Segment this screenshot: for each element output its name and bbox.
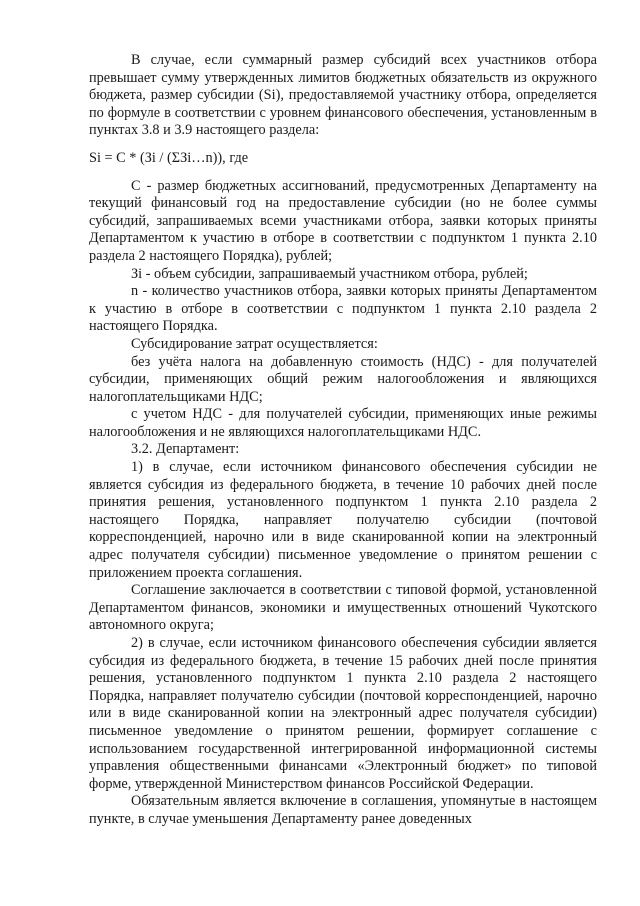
list-item-2: 2) в случае, если источником финансового обеспечения субсидии является субсидия из федерального бюджета, в течение 15 рабочих дней после принятия решения, установленного подпунктом 1 пункта 2.10 раздела 2 настоящего Порядка, направляет получателю субсидии (почтовой корреспонденцией, нарочно или в виде сканированной копии на электронный адрес получателя субсидии) письменное уведомление о принятом решении, формирует соглашение с использованием государственной интегрированной информационной системы управления общественными финансами «Электронный бюджет» по типовой форме, утвержденной Министерством финансов Российской Федерации. bbox=[89, 635, 597, 792]
paragraph-agreement: Соглашение заключается в соответствии с типовой формой, установленной Департаментом финансов, экономики и имущественных отношений Чукотского автономного округа; bbox=[89, 582, 597, 634]
paragraph-subsidy-exceeds-limits: В случае, если суммарный размер субсидий всех участников отбора превышает сумму утвержденных лимитов бюджетных обязательств из окружного бюджета, размер субсидии (Si), предоставляемой участнику отбора, определяется по формуле в соответствии с уровнем финансового обеспечения, установленным в пунктах 3.8 и 3.9 настоящего раздела: bbox=[89, 52, 597, 139]
definition-c: С - размер бюджетных ассигнований, предусмотренных Департаменту на текущий финансовый год на предоставление субсидии (но не более суммы субсидий, запрашиваемых всеми участниками отбора, заявки которых приняты Департаментом к участию в отборе в соответствии с подпунктом 1 пункта 2.10 раздела 2 настоящего Порядка), рублей; bbox=[89, 177, 597, 264]
paragraph-mandatory-inclusion: Обязательным является включение в соглашения, упомянутые в настоящем пункте, в случае уменьшения Департаменту ранее доведенных bbox=[89, 793, 597, 827]
section-heading-3-2: 3.2. Департамент: bbox=[131, 441, 240, 458]
paragraph-without-vat: без учёта налога на добавленную стоимость (НДС) - для получателей субсидии, применяющих общий режим налогообложения и являющихся налогоплательщиками НДС; bbox=[89, 353, 597, 405]
subsidy-formula: Si = C * (Зi / (ΣЗi…n)), где bbox=[89, 149, 249, 166]
paragraph-with-vat: с учетом НДС - для получателей субсидии, применяющих иные режимы налогообложения и не являющихся налогоплательщиками НДС. bbox=[89, 406, 597, 440]
definition-n: n - количество участников отбора, заявки которых приняты Департаментом к участию в отборе в соответствии с подпунктом 1 пункта 2.10 раздела 2 настоящего Порядка. bbox=[89, 283, 597, 335]
paragraph-cost-subsidizing: Субсидирование затрат осуществляется: bbox=[131, 335, 378, 352]
definition-zi: Зi - объем субсидии, запрашиваемый участником отбора, рублей; bbox=[131, 265, 528, 282]
list-item-1: 1) в случае, если источником финансового обеспечения субсидии не является субсидия из федерального бюджета, в течение 10 рабочих дней после принятия решения, установленного подпунктом 1 пункта 2.10 раздела 2 настоящего Порядка, направляет получателю субсидии (почтовой корреспонденцией, нарочно или в виде сканированной копии на электронный адрес получателя субсидии) письменное уведомление о принятом решении с приложением проекта соглашения. bbox=[89, 459, 597, 581]
document-body bbox=[89, 52, 597, 829]
